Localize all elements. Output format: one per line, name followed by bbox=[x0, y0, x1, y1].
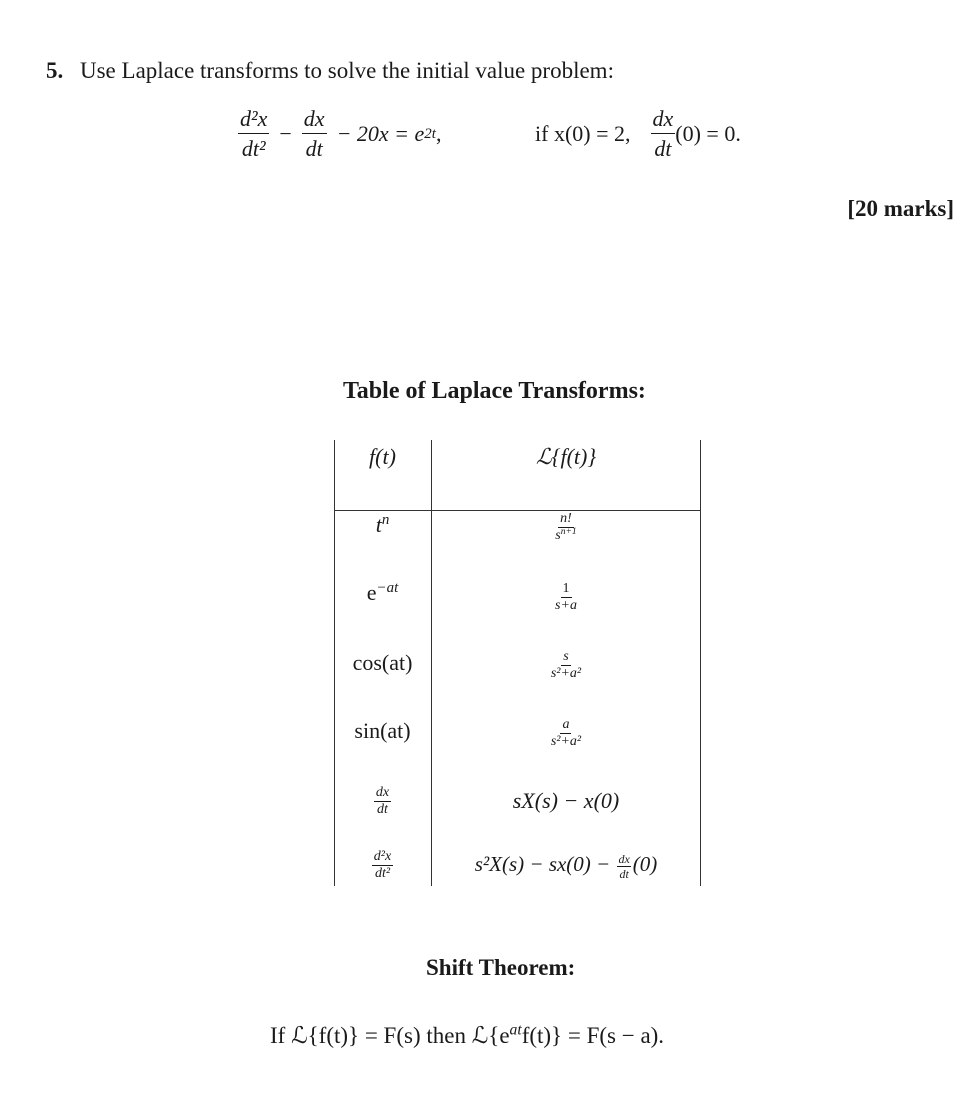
header-f-of-t: f(t) bbox=[369, 444, 396, 469]
ode-equation: $\frac{\text{d²x}}{\text{dt²}}$ − $\frac{dx}{dt}$ − 20x = e 2t , bbox=[240, 106, 442, 161]
initial-conditions: if x(0) = 2, $\frac{dx}{dt}$ (0) = 0. bbox=[535, 106, 741, 161]
first-derivative-fraction: $\frac{dx}{dt}$ bbox=[303, 106, 325, 161]
shift-theorem-title: Shift Theorem: bbox=[426, 955, 576, 980]
marks-label: [20 marks] bbox=[847, 196, 954, 221]
table-row: $\frac{dx}{dt}$ bbox=[375, 785, 390, 817]
table-row: cos(at) bbox=[352, 650, 413, 675]
table-right-border bbox=[700, 440, 701, 886]
table-row: $\frac{\text{d²x}}{\text{dt²}}$ bbox=[373, 849, 392, 881]
table-row: sin(at) bbox=[354, 718, 411, 743]
question-number: 5. bbox=[46, 58, 64, 83]
table-row: $e^{-at}$ bbox=[366, 579, 399, 605]
header-laplace: ℒ{f(t)} bbox=[535, 444, 597, 469]
table-title: Table of Laplace Transforms: bbox=[343, 378, 646, 404]
table-row: $t^n$ bbox=[375, 511, 390, 537]
table-row: s²X(s) − sx(0) − $\frac{dx}{dt}$ (0) bbox=[474, 851, 658, 881]
table-row: $\frac{a}{\text{s²+a²}}$ bbox=[550, 717, 582, 749]
laplace-table bbox=[334, 440, 700, 886]
question-text: Use Laplace transforms to solve the initial value problem: bbox=[80, 58, 614, 83]
second-derivative-fraction: $\frac{\text{d²x}}{\text{dt²}}$ bbox=[240, 106, 268, 161]
condition-derivative-fraction: $\frac{dx}{dt}$ bbox=[652, 106, 674, 161]
table-row: $\frac{n!}{s^{n+1}}$ bbox=[555, 511, 577, 543]
table-row: sX(s) − x(0) bbox=[512, 788, 620, 813]
shift-theorem-statement: If ℒ{f(t)} = F(s) then $ℒ\{e^{at}f(t)\} = F(s - a)$. bbox=[270, 1021, 665, 1048]
table-row: $\frac{s}{\text{s²+a²}}$ bbox=[550, 649, 582, 681]
table-row: $\frac{1}{s+a}$ bbox=[555, 581, 577, 613]
